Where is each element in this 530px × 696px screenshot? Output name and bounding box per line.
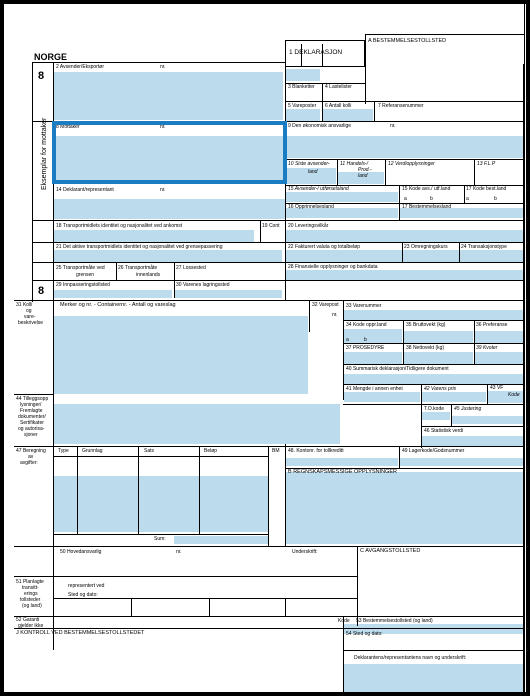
line (268, 446, 269, 546)
supplementary-units-field[interactable] (344, 392, 420, 402)
forms-field[interactable] (286, 69, 320, 81)
f29-label: 29 Innpasseringstollsted (56, 282, 110, 288)
f8-label: 8 Mottaker (56, 124, 80, 130)
tax-calc-field[interactable] (54, 476, 268, 532)
origin-code-field[interactable] (344, 329, 402, 343)
line (260, 220, 261, 242)
f16-label: 16 Opprinnelsesland (288, 204, 334, 210)
f32-label-b: nr. (332, 312, 338, 318)
line (451, 404, 452, 426)
f26-label-b: innenlands (136, 272, 161, 278)
line (464, 185, 465, 203)
line (487, 384, 488, 404)
line (285, 598, 286, 616)
line (32, 242, 524, 243)
col-grunnlag: Grunnlag (82, 448, 103, 454)
consignee-highlight (52, 121, 287, 184)
f50-signature: Underskrift: (292, 549, 318, 555)
line (285, 66, 365, 67)
responsible-field[interactable] (286, 136, 523, 158)
line (421, 426, 524, 427)
exporter-field[interactable] (54, 72, 283, 120)
f50-represented: representert ved (68, 583, 105, 589)
line (32, 62, 33, 302)
entry-office-field[interactable] (54, 290, 172, 298)
quota-field[interactable] (475, 352, 523, 364)
f11-label-a: 11 Handels-/ (340, 161, 368, 167)
sum-label: Sum: (154, 536, 166, 542)
line (138, 446, 139, 534)
line (474, 320, 475, 364)
f49-label: 49 Lagerkode/Godsnummer (402, 448, 465, 454)
f44-label-a: 44 Tilleggsopp (16, 396, 49, 402)
f9-nr: nr. (390, 123, 396, 129)
f18-label: 18 Transportmidlets identitet og nasjonalitet ved ankomst (56, 223, 183, 229)
line (309, 300, 310, 332)
b-box-label: B REGNSKAPSMESSIGE OPPLYSNINGER (288, 469, 398, 475)
vertical-title: Eksemplar for mottaker (41, 117, 48, 190)
line (32, 262, 524, 263)
line (14, 616, 524, 617)
statistical-value-field[interactable] (422, 436, 523, 446)
line (365, 34, 366, 104)
line (32, 280, 285, 281)
line (14, 576, 357, 577)
f31-label-d: beskrivelse (18, 320, 44, 326)
line (285, 444, 286, 546)
goods-description-field[interactable] (54, 316, 308, 394)
f3-label: 3 Blanketter (288, 84, 315, 90)
f20-label: 20 Leveringsvilkår (288, 223, 329, 229)
summary-declaration-field[interactable] (344, 374, 523, 384)
line (322, 101, 323, 121)
line (343, 650, 524, 651)
f14-nr: nr. (160, 187, 166, 193)
to-code-field[interactable] (422, 412, 450, 420)
f51-label-d: tollsteder (20, 597, 41, 603)
line (399, 446, 400, 468)
line (14, 546, 524, 547)
f51-label-b: transitt- (22, 585, 39, 591)
line (285, 280, 524, 281)
code-label: Kode (338, 618, 350, 624)
line (209, 598, 210, 616)
line (53, 456, 268, 457)
line (322, 83, 323, 101)
f14-label: 14 Deklarant/representant (56, 187, 114, 193)
line (131, 598, 132, 616)
f51-label-a: 51 Planlagte (16, 579, 44, 585)
f47-label-c: avgifter: (20, 460, 38, 466)
f44-label-g: sjoner (24, 432, 38, 438)
f50-nr: nr. (176, 549, 182, 555)
f22-label: 22 Fakturert valuta og totalbeløp (288, 244, 360, 250)
f43-code: Kode (508, 392, 520, 398)
line (14, 628, 524, 629)
f17a-label: 17 Kode best.land (466, 186, 507, 192)
j-box-label: J KONTROLL VED BESTEMMELSESTOLLSTEDET (16, 630, 145, 636)
line (14, 394, 54, 395)
f42-label: 42 Varens pris (424, 386, 457, 392)
f44-label-d: dokumenter/ (18, 414, 46, 420)
f10-label-b: land (308, 169, 318, 175)
f31-text: Merker og nr. - Containernr. - Antall og vareslag (60, 302, 176, 308)
f31-label-b: og (26, 308, 32, 314)
f28-label: 28 Finansielle opplysninger og bankdata (288, 264, 378, 270)
financial-field[interactable] (286, 270, 523, 280)
line (285, 101, 524, 102)
line (474, 159, 475, 185)
col-bm: BM (272, 448, 280, 454)
f51-label-c: erings (24, 591, 38, 597)
f12-label: 12 Verdiopplysninger (388, 161, 435, 167)
line (77, 446, 78, 534)
f31-label-a: 31 Kolli (16, 302, 33, 308)
f51-label-e: (og land) (22, 603, 42, 609)
f17-b: b (494, 196, 497, 202)
f44-label-e: Sertifikater (20, 420, 44, 426)
line (421, 384, 422, 448)
f21-label: 21 Det aktive transportmidlets identitet og nasjonalitet ved grensepassering (56, 244, 223, 250)
f45-label: 45 Justering (454, 406, 482, 412)
line (365, 34, 524, 35)
line (402, 242, 403, 262)
f25-label-b: grensen (76, 272, 95, 278)
f47-label-b: av (28, 454, 34, 460)
f39-label: 39 Kvoter (476, 345, 498, 351)
f38-label: 38 Nettovekt (kg) (406, 345, 445, 351)
line (343, 300, 344, 400)
storage-field[interactable] (174, 290, 282, 298)
f8-nr: nr. (160, 124, 166, 130)
copy-number: 8 (38, 70, 45, 82)
transport-arrival-field[interactable] (54, 230, 254, 242)
f34-a: a (346, 337, 349, 343)
f15a-label: 15 Kode avs./ utf.land (402, 186, 451, 192)
line (343, 364, 524, 365)
f34-b: b (364, 337, 367, 343)
item-price-field[interactable] (422, 392, 486, 402)
f46-label: 46 Statistisk verdi (424, 428, 464, 434)
country-title: NORGE (34, 52, 68, 62)
f6-label: 6 Antall kolli (325, 103, 352, 109)
line (343, 343, 524, 344)
credit-account-field[interactable] (286, 458, 398, 466)
declaration-label: 1 DEKLARASJON (289, 49, 343, 56)
f41-label: 41 Mengde i annen enhet (346, 386, 403, 392)
col-sats: Sats (144, 448, 155, 454)
f9-label: 9 Den økonomisk ansvarlige (288, 123, 352, 129)
f10-label-a: 10 Siste avsender- (288, 161, 330, 167)
net-mass-field[interactable] (404, 352, 473, 364)
line (32, 62, 285, 63)
line (357, 546, 358, 626)
f24-label: 24 Transaksjonstype (461, 244, 507, 250)
active-transport-field[interactable] (54, 250, 282, 262)
f48-label: 48. Kontonr. for tollkreditt (288, 448, 344, 454)
line (385, 159, 386, 185)
f17-a: a (466, 196, 469, 202)
f35-label: 35 Bruttovekt (kg) (406, 322, 446, 328)
f17-label: 17 Bestemmelsesland (402, 204, 452, 210)
f15-b: b (430, 196, 433, 202)
line (199, 446, 200, 534)
copy-number-bottom: 8 (38, 285, 45, 297)
f37-label: 37 PROSEDYRE (346, 345, 385, 351)
f34-label: 34 Kode oppr.land (346, 322, 387, 328)
f13-label: 13 F.L.P (477, 161, 496, 167)
f50-place: Sted og dato: (68, 592, 98, 598)
warehouse-code-field[interactable] (400, 458, 523, 466)
line (374, 101, 375, 121)
line (343, 404, 524, 405)
customs-declaration-form (4, 4, 526, 692)
additional-info-field[interactable] (54, 404, 340, 444)
line (403, 320, 404, 364)
place-date-field[interactable] (344, 664, 523, 692)
packages-field[interactable] (322, 109, 373, 121)
f47-label-a: 47 Beregning (16, 448, 46, 454)
f11-label-b: Prod.- (358, 167, 372, 173)
items-field[interactable] (286, 109, 320, 121)
tokode-label: T.O.kode (424, 406, 445, 412)
accounting-field[interactable] (286, 472, 523, 544)
dispatch-country-field[interactable] (286, 192, 398, 202)
f15-label: 15 Avsender-/ utførselsland (288, 186, 349, 192)
f44-label-f: og autorisa- (18, 426, 45, 432)
procedure-field[interactable] (344, 352, 402, 364)
sum-field[interactable] (174, 536, 268, 544)
delivery-terms-field[interactable] (286, 230, 523, 242)
f5-label: 5 Vareposter (288, 103, 317, 109)
line (337, 159, 338, 185)
f54-label: 54 Sted og dato: (346, 631, 383, 637)
line (116, 262, 117, 280)
f31-label-c: vare- (24, 314, 36, 320)
f52-label-a: 52 Garanti (16, 617, 40, 623)
f50-label: 50 Hovedansvarlig (60, 549, 102, 555)
c-box-label: C AVGANGSTOLLSTED (360, 548, 421, 554)
f43-label: 43 VF (490, 385, 504, 391)
f19-label: 19 Cont (262, 223, 280, 229)
f40-label: 40 Summarisk deklarasjon/Tidligere dokument (346, 366, 449, 372)
f7-label: 7 Referansenummer (378, 103, 424, 109)
commodity-code-field[interactable] (344, 310, 523, 320)
f54-signature: Deklarantens/representantens navn og underskrift: (354, 655, 467, 661)
f26-label-a: 26 Transportmåte (118, 265, 158, 271)
line (285, 159, 524, 160)
invoice-field[interactable] (286, 250, 523, 262)
f32-label-a: 32 Varepost (312, 302, 339, 308)
f2-nr: nr. (160, 64, 166, 70)
f44-label-b: lysninger/ (20, 402, 42, 408)
f36-label: 36 Preferanse (476, 322, 508, 328)
preference-field[interactable] (475, 331, 523, 343)
line (524, 4, 525, 692)
f25-label-a: 25 Transportmåte ved (56, 265, 105, 271)
f33-label: 33 Varenummer (346, 303, 382, 309)
f11-label-c: land (358, 173, 368, 179)
f30-label: 30 Varenes lagringssted (176, 282, 230, 288)
f44-label-c: Fremlagte (20, 408, 43, 414)
f27-label: 27 Lossested (176, 265, 206, 271)
line (343, 320, 524, 321)
adjustment-field[interactable] (452, 416, 523, 424)
f2-label: 2 Avsender/Eksportør (56, 64, 104, 70)
line (14, 300, 524, 301)
line (459, 242, 460, 262)
col-type: Type (58, 448, 69, 454)
f23-label: 23 Omregningskurs (404, 244, 448, 250)
a-box-label: A BESTEMMELSESTOLLSTED (368, 38, 447, 44)
f15-a: a (404, 196, 407, 202)
line (32, 220, 524, 221)
line (53, 62, 54, 312)
line (53, 598, 357, 599)
col-belop: Beløp (204, 448, 218, 454)
f52-label-b: gjelder ikke (18, 623, 44, 629)
declarant-field[interactable] (54, 199, 285, 219)
line (53, 534, 268, 535)
f53-label: 53 Bestemmelsestollsted (og land) (356, 618, 433, 624)
f4-label: 4 Lastelister (325, 84, 352, 90)
gross-mass-field[interactable] (404, 331, 473, 343)
line (14, 446, 524, 447)
